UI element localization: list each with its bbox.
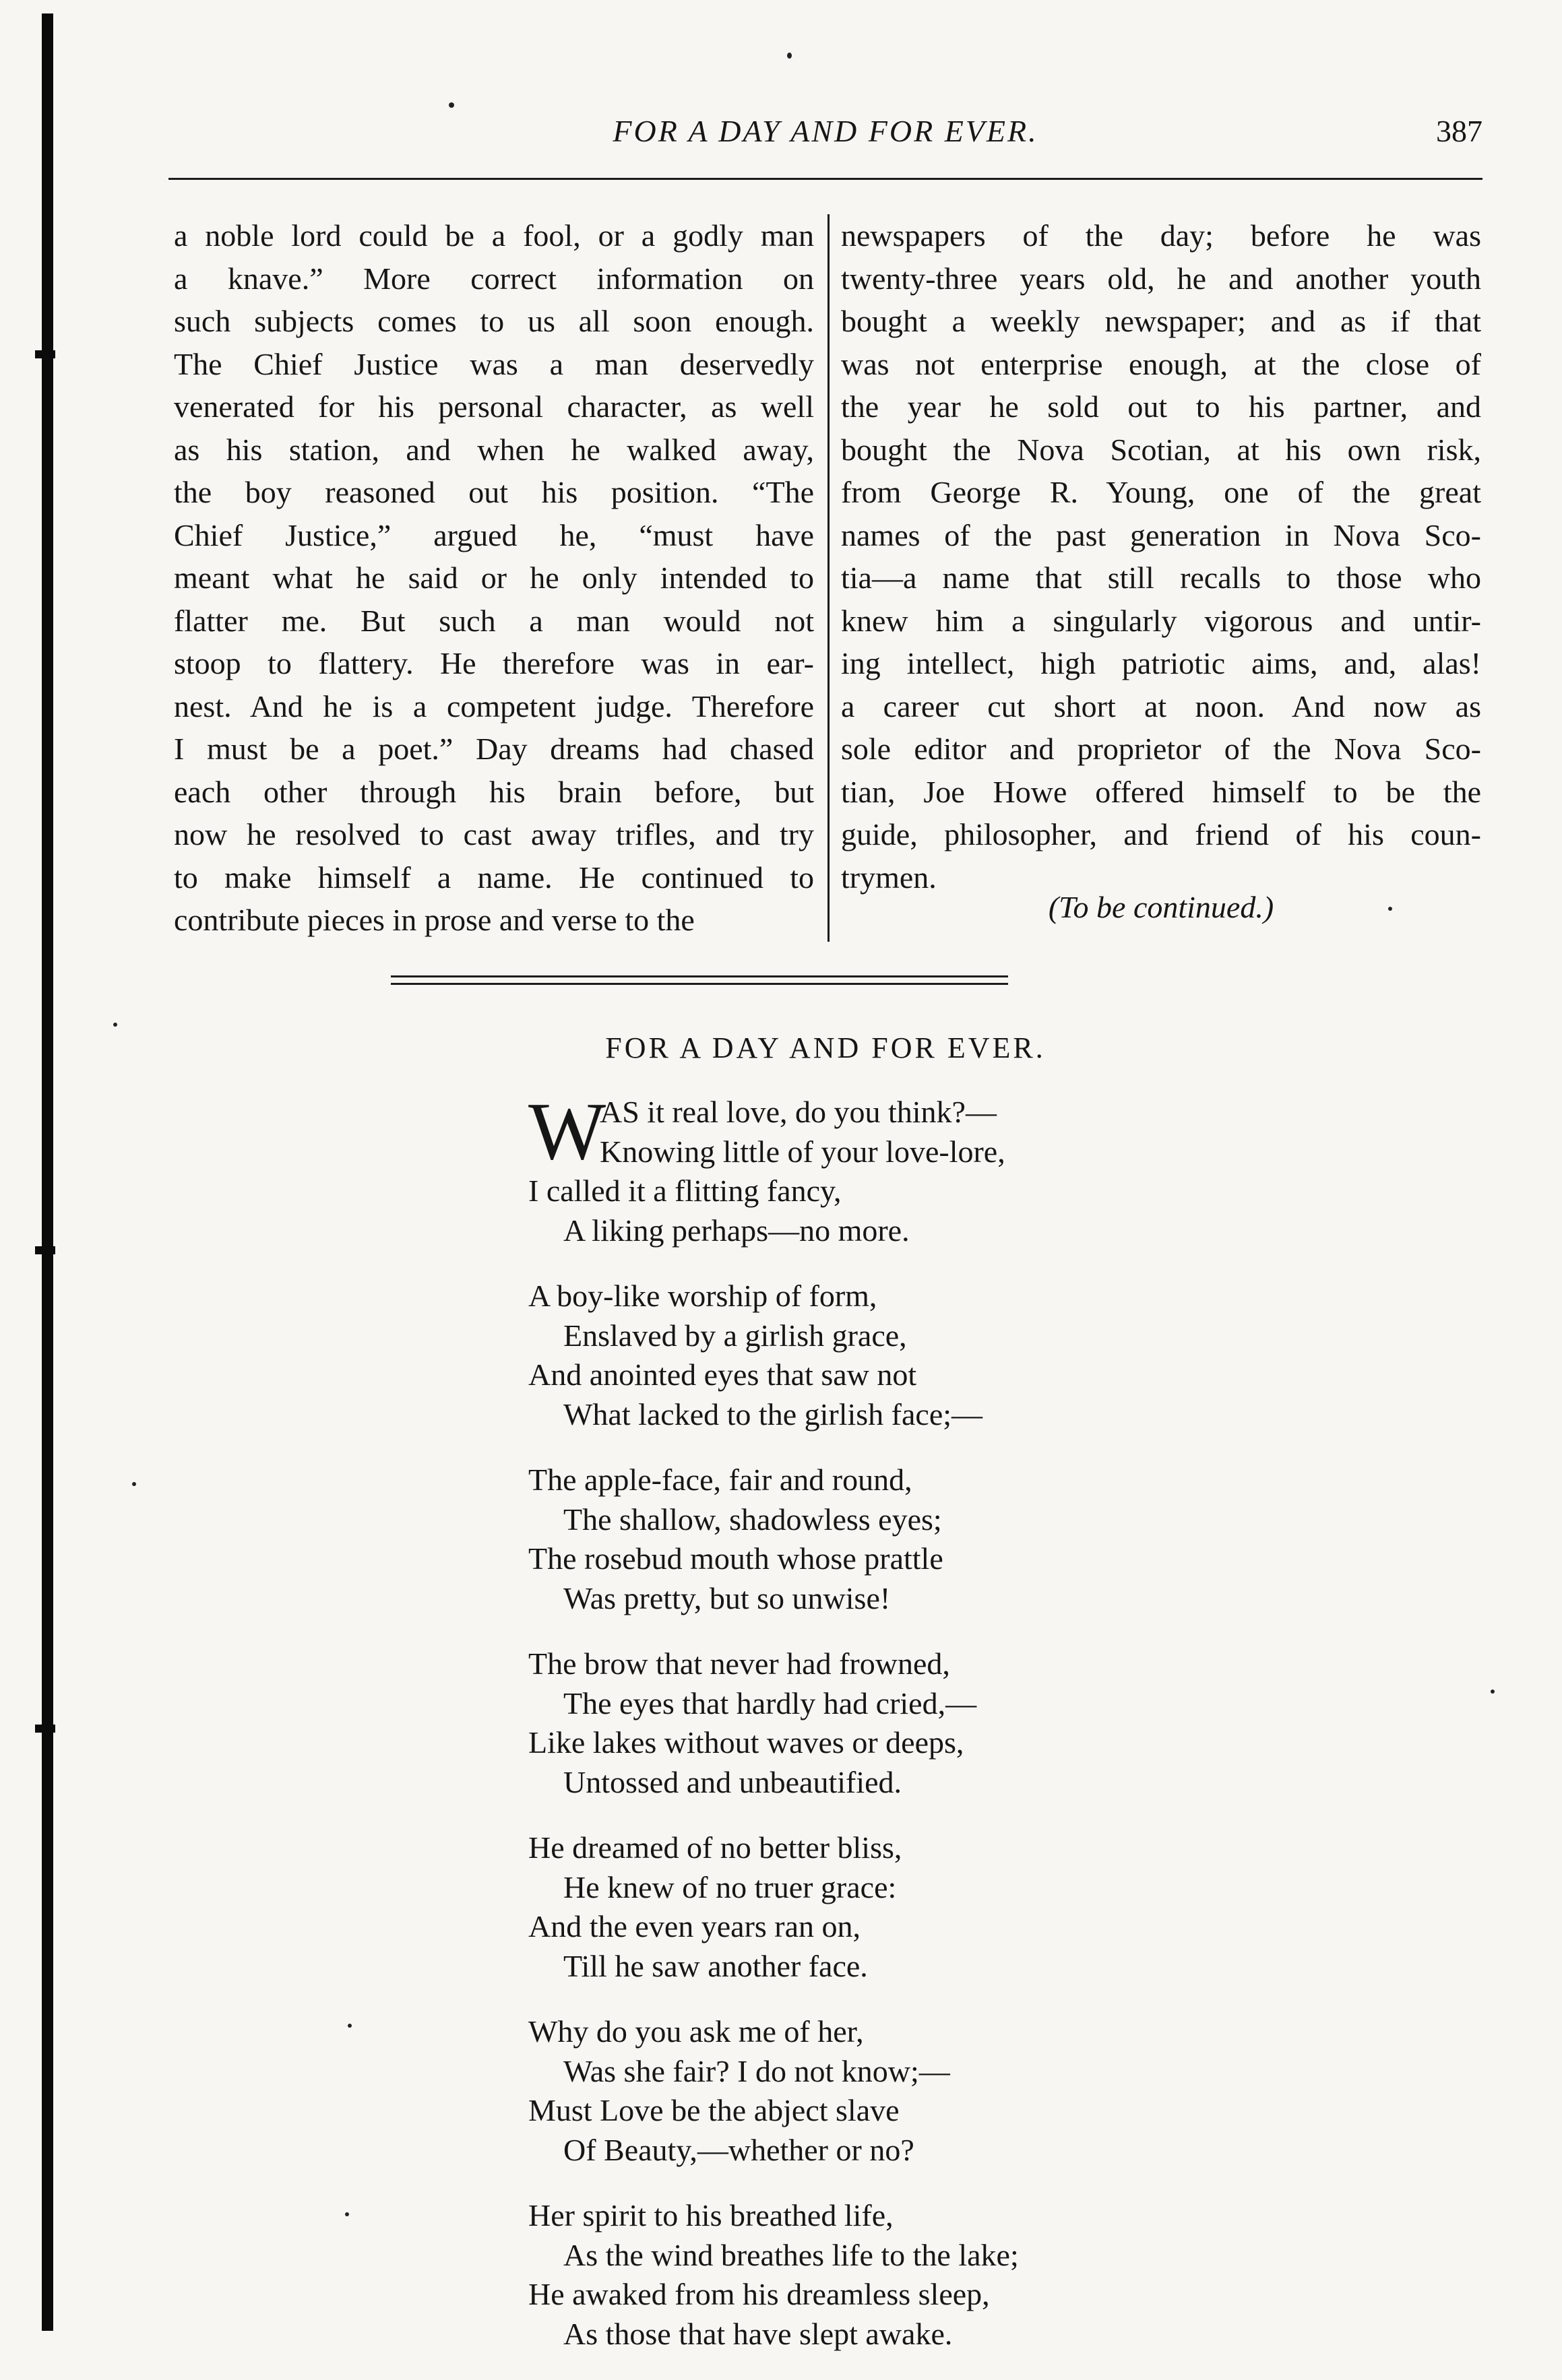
running-header xyxy=(168,113,1482,154)
article-line: a noble lord could be a fool, or a godly man xyxy=(174,218,814,253)
article-line: the boy reasoned out his position. “The xyxy=(174,475,814,509)
article-line: names of the past generation in Nova Sco- xyxy=(841,517,1481,552)
poem-line: As those that have slept awake. xyxy=(563,2316,953,2351)
print-speck xyxy=(1491,1690,1495,1694)
poem-line: What lacked to the girlish face;— xyxy=(563,1396,983,1432)
poem-line: Of Beauty,—whether or no? xyxy=(563,2132,914,2167)
article-right-column xyxy=(841,214,1481,899)
poem-line: And the even years ran on, xyxy=(528,1909,861,1943)
article-line: The Chief Justice was a man deservedly xyxy=(174,346,814,381)
poem-line: Her spirit to his breathed life, xyxy=(528,2198,894,2232)
print-speck xyxy=(345,2212,349,2216)
poem-line: A boy-like worship of form, xyxy=(528,1279,877,1313)
article-left-column xyxy=(174,214,814,942)
poem-line: Must Love be the abject slave xyxy=(528,2093,900,2127)
article-line: was not enterprise enough, at the close of xyxy=(841,346,1481,381)
poem-stanza xyxy=(528,2012,1404,2170)
binding-mark xyxy=(35,350,55,358)
article-line: to make himself a name. He continued to xyxy=(174,860,814,895)
article-line: a knave.” More correct information on xyxy=(174,261,814,296)
poem-stanza xyxy=(528,1460,1404,1618)
article-line: newspapers of the day; before he was xyxy=(841,218,1481,253)
poem-line: As the wind breathes life to the lake; xyxy=(563,2237,1019,2272)
article-line: knew him a singularly vigorous and untir- xyxy=(841,603,1481,638)
article-line: twenty-three years old, he and another youth xyxy=(841,261,1481,296)
poem-line: He awaked from his dreamless sleep, xyxy=(528,2277,990,2311)
poem-title: FOR A DAY AND FOR EVER. xyxy=(605,1031,1046,1064)
print-speck xyxy=(449,102,454,108)
poem-line: The apple-face, fair and round, xyxy=(528,1462,912,1497)
print-speck xyxy=(132,1482,136,1486)
article-line: meant what he said or he only intended to xyxy=(174,560,814,595)
article-line: from George R. Young, one of the great xyxy=(841,475,1481,509)
article-line: sole editor and proprietor of the Nova Sco- xyxy=(841,732,1481,766)
binding-mark xyxy=(35,1246,55,1254)
print-speck xyxy=(787,53,792,59)
poem-line: Was she fair? I do not know;— xyxy=(563,2053,950,2088)
article-line: as his station, and when he walked away, xyxy=(174,432,814,467)
page-binding-edge xyxy=(42,13,53,2331)
poem-line: He dreamed of no better bliss, xyxy=(528,1830,902,1865)
article-line: flatter me. But such a man would not xyxy=(174,603,814,638)
print-speck xyxy=(113,1023,117,1027)
running-title: FOR A DAY AND FOR EVER. xyxy=(613,114,1038,148)
binding-mark xyxy=(35,1725,55,1733)
article-line: stoop to flattery. He therefore was in ear- xyxy=(174,646,814,680)
poem-line: I called it a flitting fancy, xyxy=(528,1173,842,1208)
article-line: the year he sold out to his partner, and xyxy=(841,389,1481,424)
poem-line: The rosebud mouth whose prattle xyxy=(528,1541,943,1576)
poem-stanza xyxy=(528,1277,1404,1434)
article-line: each other through his brain before, but xyxy=(174,774,814,809)
article-line: such subjects comes to us all soon enough. xyxy=(174,304,814,338)
article-line: trymen. xyxy=(841,860,937,895)
article-line: venerated for his personal character, as well xyxy=(174,389,814,424)
poem-line: Till he saw another face. xyxy=(563,1948,868,1983)
article-line: bought a weekly newspaper; and as if that xyxy=(841,304,1481,338)
article-line: Chief Justice,” argued he, “must have xyxy=(174,517,814,552)
page-number: 387 xyxy=(1436,114,1482,148)
article-line: bought the Nova Scotian, at his own risk, xyxy=(841,432,1481,467)
article-line: ing intellect, high patriotic aims, and, alas! xyxy=(841,646,1481,680)
print-speck xyxy=(348,2024,352,2028)
poem-line: Like lakes without waves or deeps, xyxy=(528,1725,964,1760)
header-rule xyxy=(168,178,1482,180)
poem-line: Was pretty, but so unwise! xyxy=(563,1580,891,1615)
article-line: tia—a name that still recalls to those who xyxy=(841,560,1481,595)
article-line: guide, philosopher, and friend of his coun- xyxy=(841,817,1481,851)
poem-line: He knew of no truer grace: xyxy=(563,1869,897,1904)
drop-cap: W xyxy=(528,1086,606,1177)
article-line: nest. And he is a competent judge. Therefore xyxy=(174,688,814,723)
article-line: now he resolved to cast away trifles, and try xyxy=(174,817,814,851)
article-line: a career cut short at noon. And now as xyxy=(841,688,1481,723)
section-double-rule xyxy=(391,975,1008,985)
poem-line: A liking perhaps—no more. xyxy=(563,1213,910,1248)
poem-stanza xyxy=(528,1086,1404,1250)
poem-line: The shallow, shadowless eyes; xyxy=(563,1502,942,1537)
article-line: contribute pieces in prose and verse to the xyxy=(174,903,695,937)
poem-line: And anointed eyes that saw not xyxy=(528,1357,917,1392)
poem-line: The brow that never had frowned, xyxy=(528,1646,950,1681)
poem-line: Knowing little of your love-lore, xyxy=(600,1134,1005,1169)
poem-body xyxy=(528,1086,1404,2380)
article-line: I must be a poet.” Day dreams had chased xyxy=(174,732,814,766)
poem-line: Enslaved by a girlish grace, xyxy=(563,1318,907,1353)
poem-line: Why do you ask me of her, xyxy=(528,2014,864,2049)
poem-stanza xyxy=(528,2196,1404,2354)
column-divider xyxy=(827,214,830,942)
continued-note: (To be continued.) xyxy=(1048,890,1274,924)
poem-line: Untossed and unbeautified. xyxy=(563,1764,902,1799)
article-line: tian, Joe Howe offered himself to be the xyxy=(841,774,1481,809)
poem-stanza xyxy=(528,1828,1404,1986)
poem-line: The eyes that hardly had cried,— xyxy=(563,1685,977,1720)
poem-stanza xyxy=(528,1644,1404,1802)
poem-line: AS it real love, do you think?— xyxy=(600,1095,997,1129)
